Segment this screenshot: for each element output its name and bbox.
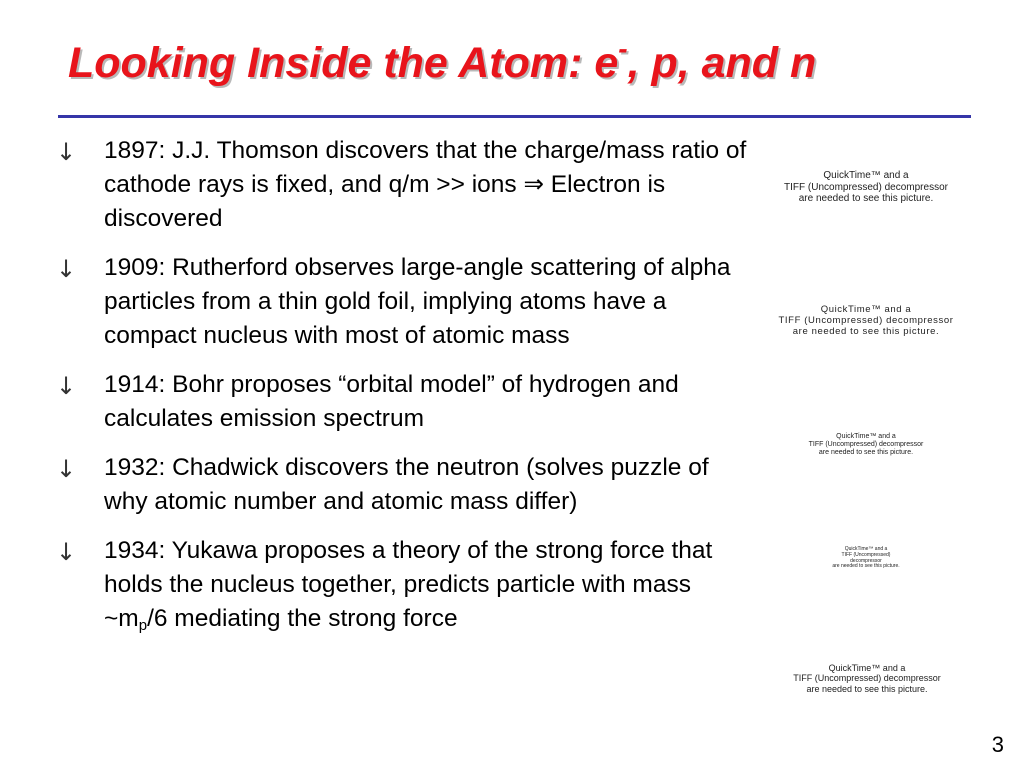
down-arrow-icon: ↓	[56, 538, 77, 566]
title-main: Looking Inside the Atom: e	[68, 39, 619, 87]
quicktime-placeholder-1	[776, 170, 956, 205]
placeholder-line: TIFF (Uncompressed) decompressor	[808, 441, 924, 449]
bullet-item-1934	[56, 534, 756, 636]
placeholder-line: are needed to see this picture.	[792, 325, 940, 337]
down-arrow-icon: ↓	[56, 138, 77, 166]
page-number: 3	[991, 732, 1004, 757]
bullet-text-continued: /6 mediating the strong force	[147, 605, 458, 632]
placeholder-line: QuickTime™ and a	[836, 433, 896, 440]
bullet-item-1914	[56, 368, 756, 436]
placeholder-line: TIFF (Uncompressed) decompressor	[793, 673, 941, 684]
placeholder-line: are needed to see this picture.	[818, 449, 914, 457]
placeholder-line: TIFF (Uncompressed) decompressor	[784, 181, 948, 193]
down-arrow-icon: ↓	[56, 455, 77, 483]
bullet-item-1909	[56, 251, 756, 353]
bullet-text: 1909: Rutherford observes large-angle scattering of alpha particles from a thin gold foil, implying atoms have a compact nucleus with most of atomic mass	[104, 254, 731, 349]
implies-symbol: ⇒	[523, 171, 544, 198]
placeholder-line: QuickTime™ and a	[823, 170, 909, 181]
bullet-text: 1932: Chadwick discovers the neutron (solves puzzle of why atomic number and atomic mass differ)	[104, 454, 709, 515]
placeholder-line: are needed to see this picture.	[832, 563, 900, 570]
bullet-text-continued: Electron is discovered	[104, 171, 666, 232]
title-superscript: -	[618, 32, 628, 64]
quicktime-placeholder-3	[800, 433, 932, 457]
title-divider	[58, 115, 971, 118]
bullet-text: 1897: J.J. Thomson discovers that the charge/mass ratio of cathode rays is fixed, and q/m >> ions	[104, 137, 747, 198]
quicktime-placeholder-5	[784, 663, 950, 694]
placeholder-line: TIFF (Uncompressed) decompressor	[778, 314, 954, 326]
bullet-item-1932	[56, 451, 756, 519]
title-rest: , p, and n	[627, 39, 817, 87]
bullet-text: 1914: Bohr proposes “orbital model” of hydrogen and calculates emission spectrum	[104, 371, 679, 432]
placeholder-line: QuickTime™ and a	[844, 546, 888, 552]
placeholder-line: QuickTime™ and a	[820, 304, 912, 315]
bullet-list	[56, 134, 756, 651]
slide-title	[68, 32, 817, 87]
subscript-p: p	[138, 617, 148, 634]
bullet-text: 1934: Yukawa proposes a theory of the strong force that holds the nucleus together, predicts particle with mass ~m	[104, 537, 713, 632]
down-arrow-icon: ↓	[56, 372, 77, 400]
bullet-item-1897	[56, 134, 756, 236]
quicktime-placeholder-2	[776, 305, 956, 338]
placeholder-line: TIFF (Uncompressed) decompressor	[841, 551, 891, 564]
placeholder-line: are needed to see this picture.	[798, 193, 934, 204]
quicktime-placeholder-4	[826, 547, 906, 570]
placeholder-line: QuickTime™ and a	[828, 663, 906, 673]
down-arrow-icon: ↓	[56, 255, 77, 283]
placeholder-line: are needed to see this picture.	[806, 683, 928, 694]
